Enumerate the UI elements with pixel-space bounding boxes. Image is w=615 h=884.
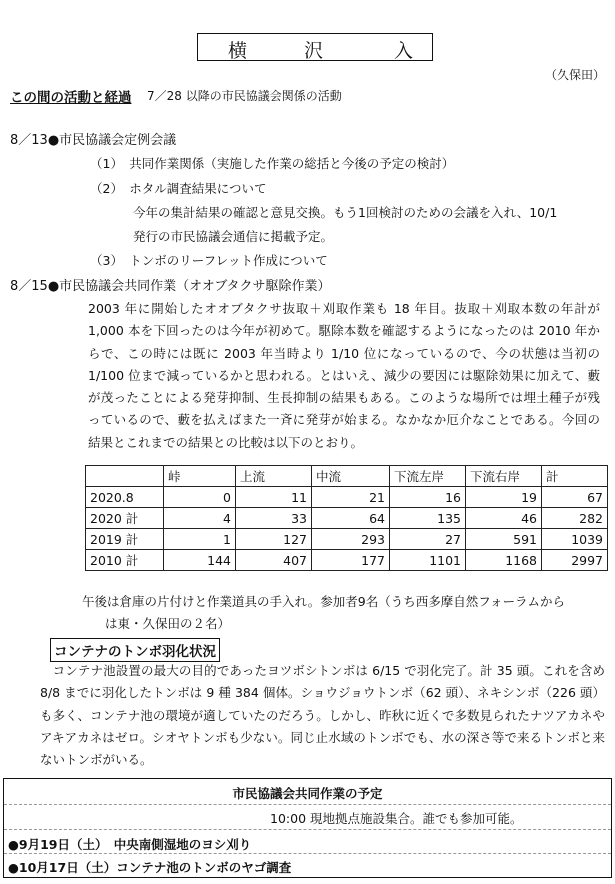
table-header-cell: 上流 [236,466,312,487]
schedule-divider [4,853,611,854]
after-table-line-1: 午後は倉庫の片付けと作業道具の手入れ。参加者9名（うち西多摩自然フォーラムから [82,594,565,609]
table-row [86,487,608,508]
title-char-3: 入 [394,40,414,62]
schedule-box [3,778,612,878]
schedule-divider [4,829,611,830]
table-header-cell: 計 [542,466,608,487]
table-cell: 21 [312,487,390,508]
table-cell: 1039 [542,529,608,550]
table-cell: 144 [164,550,236,571]
entry2-date: 8／15●市民協議会共同作業（オオブタクサ駆除作業） [10,279,331,294]
section-subheading: 7／28 以降の市民協議会関係の活動 [147,89,342,103]
table-cell: 2019 計 [86,529,164,550]
table-cell: 2997 [542,550,608,571]
table-cell: 33 [236,508,312,529]
table-cell: 11 [236,487,312,508]
table-cell: 0 [164,487,236,508]
table-cell: 135 [390,508,466,529]
entry1-date: 8／13●市民協議会定例会議 [10,133,177,148]
author: （久保田） [544,68,605,82]
schedule-divider [4,804,611,805]
title-char-1: 横 [228,40,248,62]
table-header-cell: 峠 [164,466,236,487]
table-cell: 19 [466,487,542,508]
table-header-cell [86,466,164,487]
table-cell: 27 [390,529,466,550]
table-cell: 16 [390,487,466,508]
table-cell: 127 [236,529,312,550]
entry1-item-3: （3） トンボのリーフレット作成について [90,253,328,268]
container-paragraph: コンテナ池設置の最大の目的であったヨツボシトンボは 6/15 で羽化完了。計 35 頭。これを含め 8/8 までに羽化したトンボは 9 種 384 個体。ショウジョウトンボ（62 頭）、ネキシンボ（226 頭）も多く、コンテナ池の環境が適していたのだろう。しかし、昨秋に近くで多数見られたナツアカネやアキアカネはゼロ。シオヤトンボも少ない。同じ止水域のトンボでも、水の深さ等で来るトンボと来ないトンボがいる。 [40,663,605,768]
table-cell: 1168 [466,550,542,571]
table-header-cell: 中流 [312,466,390,487]
after-table-line-2: は東・久保田の２名） [105,616,231,631]
entry2-paragraph: 2003 年に開始したオオブタクサ抜取＋刈取作業も 18 年目。抜取＋刈取本数の年計が 1,000 本を下回ったのは今年が初めて。駆除本数を確認するようになったのは 2010 年からで、この時には既に 2003 年当時より 1/10 位になっているので、今の状態は当初の 1/100 位まで減っているかと思われる。とはいえ、減少の要因には駆除効果に加えて、藪が茂ったことによる発芽抑制、生長抑制の結果もある。このような場所では埋土種子が残っているので、藪を払えばまた一斉に発芽が始まる。なかなか厄介なことである。今回の結果とこれまでの結果との比較は以下のとおり。 [88,301,600,450]
table-cell: 67 [542,487,608,508]
table-cell: 1101 [390,550,466,571]
table-row [86,550,608,571]
table-cell: 64 [312,508,390,529]
table-cell: 4 [164,508,236,529]
table-cell: 2020.8 [86,487,164,508]
table-cell: 46 [466,508,542,529]
schedule-note: 10:00 現地拠点施設集合。誰でも参加可能。 [270,811,523,826]
entry1-item-2: （2） ホタル調査結果について [90,181,267,196]
table-cell: 2010 計 [86,550,164,571]
entry1-item-1: （1） 共同作業関係（実施した作業の総括と今後の予定の検討） [90,156,455,171]
table-header-cell: 下流右岸 [466,466,542,487]
container-heading: コンテナのトンボ羽化状況 [50,638,220,662]
schedule-title: 市民協議会共同作業の予定 [232,786,383,801]
table-header-cell: 下流左岸 [390,466,466,487]
table-cell: 177 [312,550,390,571]
schedule-item-2: ●10月17日（土）コンテナ池のトンボのヤゴ調査 [8,860,292,875]
table-cell: 1 [164,529,236,550]
table-header-row [86,466,608,487]
schedule-item-1: ●9月19日（土） 中央南側湿地のヨシ刈り [8,837,252,852]
table-cell: 293 [312,529,390,550]
entry1-item-2-detail-1: 今年の集計結果の確認と意見交換。もう1回検討のための会議を入れ、10/1 [133,205,558,220]
table-cell: 407 [236,550,312,571]
title-box [197,33,433,61]
table-cell: 282 [542,508,608,529]
title-char-2: 沢 [304,40,324,62]
table-cell: 591 [466,529,542,550]
section-heading: この間の活動と経過 [10,90,132,106]
table-cell: 2020 計 [86,508,164,529]
table-row [86,508,608,529]
entry1-item-2-detail-2: 発行の市民協議会通信に掲載予定。 [133,229,334,244]
table-row [86,529,608,550]
results-table [85,465,608,571]
